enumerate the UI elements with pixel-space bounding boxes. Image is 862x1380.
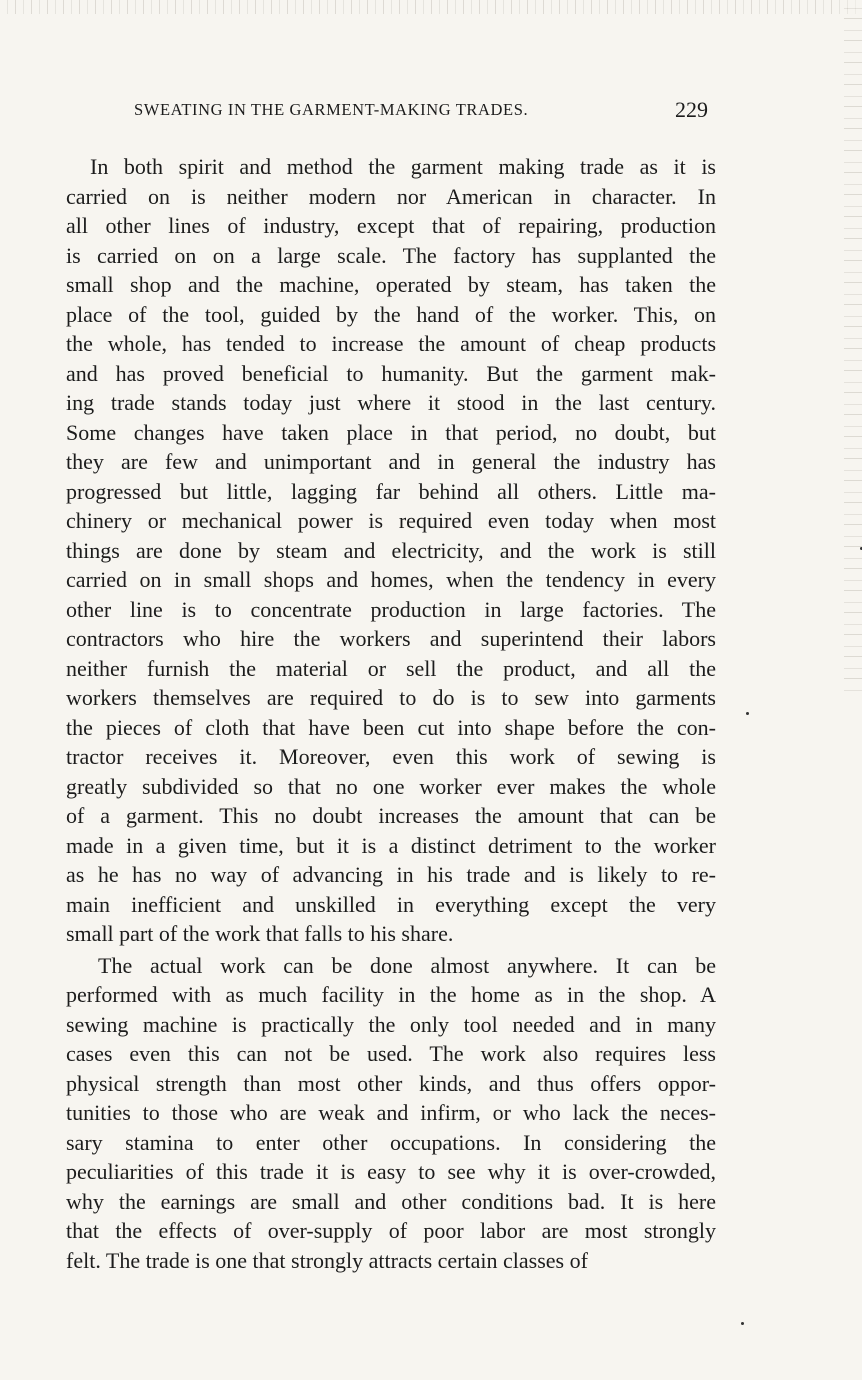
text-line: as he has no way of advancing in his trade and is likely to re-	[66, 862, 716, 887]
text-line: made in a given time, but it is a distinct detriment to the worker	[66, 832, 716, 858]
text-line: the whole, has tended to increase the amount of cheap products	[66, 331, 716, 356]
body-text	[66, 152, 716, 1275]
text-line: In both spirit and method the garment making trade as it is	[90, 154, 716, 179]
text-line: the pieces of cloth that have been cut into shape before the con-	[66, 714, 716, 740]
text-line: and has proved beneficial to humanity. But the garment mak-	[66, 360, 716, 386]
text-line: why the earnings are small and other conditions bad. It is here	[66, 1188, 716, 1214]
text-line: The actual work can be done almost anywhere. It can be	[98, 952, 716, 978]
text-line: Some changes have taken place in that period, no doubt, but	[66, 419, 716, 445]
text-line: small part of the work that falls to his share.	[66, 921, 454, 946]
text-line: felt. The trade is one that strongly attracts certain classes of	[66, 1247, 588, 1273]
text-line: peculiarities of this trade it is easy to see why it is over-crowded,	[66, 1159, 716, 1184]
text-line: sary stamina to enter other occupations. In considering the	[66, 1129, 716, 1155]
text-line: tractor receives it. Moreover, even this work of sewing is	[66, 744, 716, 769]
page-top-edge	[0, 0, 862, 14]
text-line: chinery or mechanical power is required even today when most	[66, 508, 716, 533]
text-line: other line is to concentrate production in large factories. The	[66, 596, 716, 622]
text-line: cases even this can not be used. The work also requires less	[66, 1041, 716, 1066]
text-line: things are done by steam and electricity, and the work is still	[66, 537, 716, 563]
paragraph-2	[66, 951, 716, 1276]
text-line: contractors who hire the workers and superintend their labors	[66, 626, 716, 651]
text-line: place of the tool, guided by the hand of the worker. This, on	[66, 301, 716, 327]
text-line: greatly subdivided so that no one worker ever makes the whole	[66, 773, 716, 799]
page-header	[134, 97, 712, 130]
running-head: SWEATING IN THE GARMENT-MAKING TRADES.	[134, 100, 529, 119]
text-line: is carried on on a large scale. The factory has supplanted the	[66, 242, 716, 268]
text-line: ing trade stands today just where it stood in the last century.	[66, 390, 716, 415]
text-line: small shop and the machine, operated by steam, has taken the	[66, 272, 716, 297]
text-line: workers themselves are required to do is to sew into garments	[66, 685, 716, 710]
text-line: they are few and unimportant and in general the industry has	[66, 449, 716, 474]
text-line: main inefficient and unskilled in everything except the very	[66, 891, 716, 917]
text-line: of a garment. This no doubt increases the amount that can be	[66, 803, 716, 828]
text-line: performed with as much facility in the home as in the shop. A	[66, 982, 716, 1007]
text-line: progressed but little, lagging far behind all others. Little ma-	[66, 478, 716, 504]
margin-speck	[741, 1322, 744, 1325]
text-line: neither furnish the material or sell the product, and all the	[66, 655, 716, 681]
text-line: tunities to those who are weak and infirm, or who lack the neces-	[66, 1100, 716, 1125]
text-line: all other lines of industry, except that of repairing, production	[66, 213, 716, 238]
text-line: carried on in small shops and homes, when the tendency in every	[66, 567, 716, 592]
page-right-edge	[844, 0, 862, 700]
text-line: sewing machine is practically the only tool needed and in many	[66, 1011, 716, 1037]
text-line: that the effects of over-supply of poor labor are most strongly	[66, 1218, 716, 1243]
margin-speck	[746, 712, 749, 715]
paragraph-1	[66, 152, 716, 949]
text-line: carried on is neither modern nor American in character. In	[66, 183, 716, 209]
page-number: 229	[675, 97, 708, 122]
text-line: physical strength than most other kinds, and thus offers oppor-	[66, 1070, 716, 1096]
